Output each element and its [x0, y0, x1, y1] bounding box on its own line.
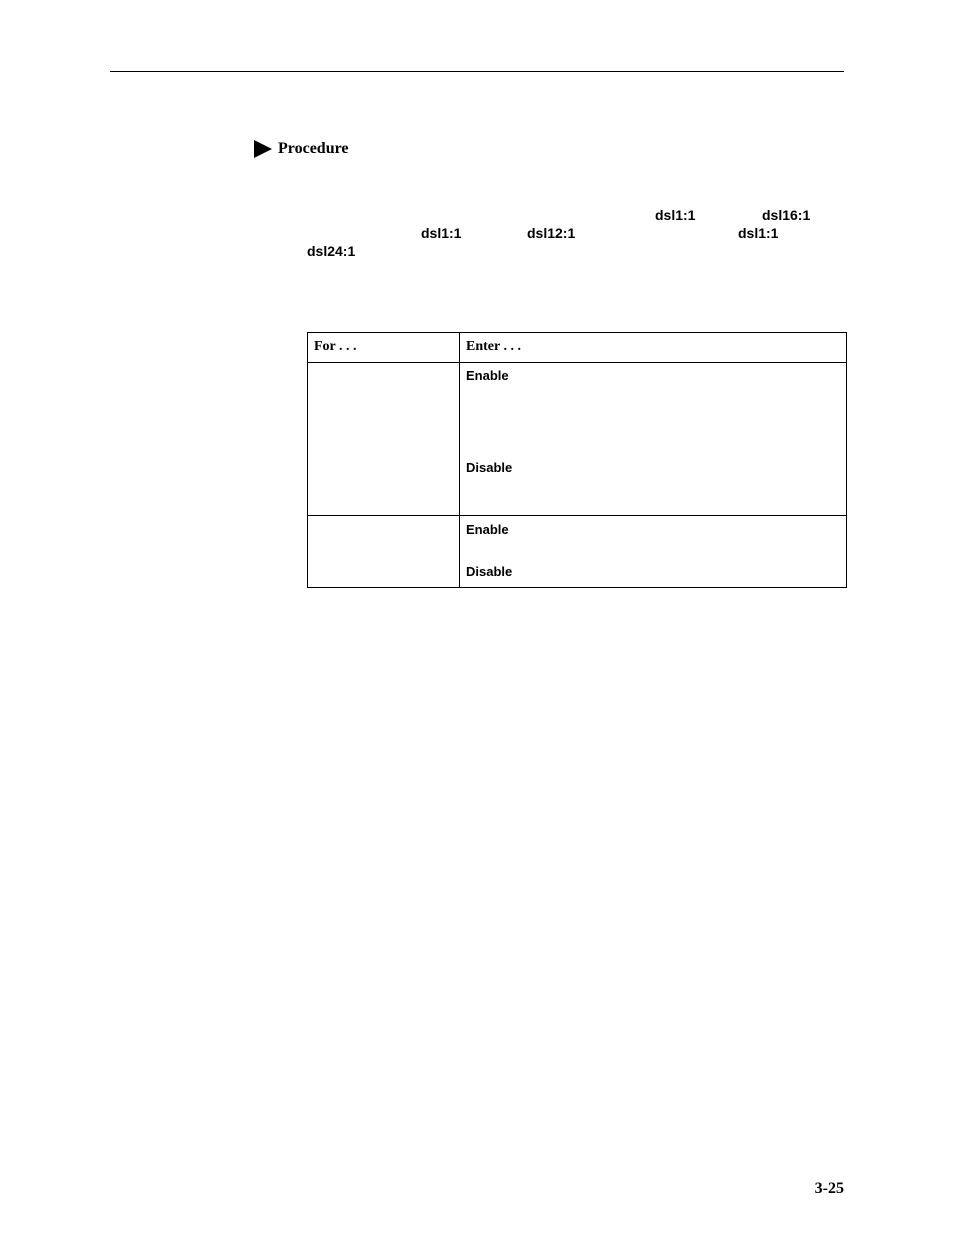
- option-disable: Disable: [466, 564, 513, 579]
- column-header-for: For . . .: [308, 333, 460, 363]
- code-term: dsl12:1: [527, 225, 576, 241]
- header-rule: [110, 71, 844, 72]
- column-header-enter: Enter . . .: [460, 333, 847, 363]
- code-term: dsl24:1: [307, 243, 356, 259]
- option-enable: Enable: [466, 368, 509, 383]
- options-table: [307, 332, 847, 588]
- table-row: [308, 363, 847, 516]
- option-enable: Enable: [466, 522, 509, 537]
- procedure-heading: [254, 140, 349, 158]
- triangle-bullet-icon: [254, 140, 272, 158]
- table-cell-for: [308, 363, 460, 516]
- table-header-row: [308, 333, 847, 363]
- page-number: 3-25: [814, 1180, 844, 1197]
- procedure-heading-label: Procedure: [278, 140, 349, 157]
- table-cell-for: [308, 516, 460, 588]
- table-row: [308, 516, 847, 588]
- code-term: dsl16:1: [762, 207, 811, 223]
- option-disable: Disable: [466, 460, 513, 475]
- code-term: dsl1:1: [655, 207, 696, 223]
- table-cell-enter: [460, 516, 847, 588]
- code-term: dsl1:1: [738, 225, 779, 241]
- code-term: dsl1:1: [421, 225, 462, 241]
- table-cell-enter: [460, 363, 847, 516]
